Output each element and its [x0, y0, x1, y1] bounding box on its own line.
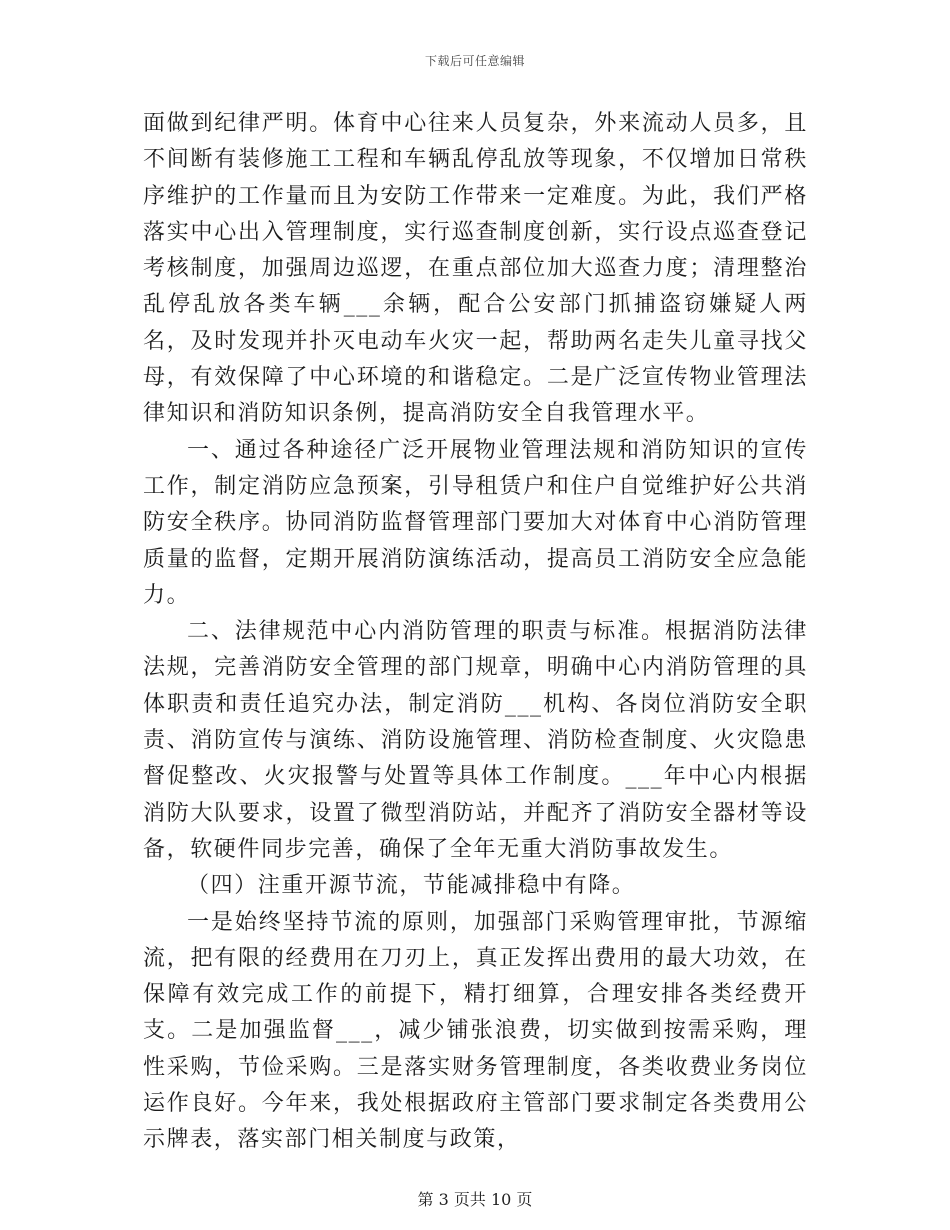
page-footer: 第 3 页共 10 页: [417, 1190, 533, 1209]
paragraph-2: 一、通过各种途径广泛开展物业管理法规和消防知识的宣传工作，制定消防应急预案，引导租赁户和住户自觉维护好公共消防安全秩序。协同消防监督管理部门要加大对体育中心消防管理质量的监督，定期开展消防演练活动，提高员工消防安全应急能力。: [143, 437, 808, 608]
section-heading: （四）注重开源节流，节能减排稳中有降。: [187, 873, 636, 899]
paragraph-3: 二、法律规范中心内消防管理的职责与标准。根据消防法律法规，完善消防安全管理的部门规章，明确中心内消防管理的具体职责和责任追究办法，制定消防___机构、各岗位消防安全职责、消防宣传与演练、消防设施管理、消防检查制度、火灾隐患督促整改、火灾报警与处置等具体工作制度。___年中心内根据消防大队要求，设置了微型消防站，并配齐了消防安全器材等设备，软硬件同步完善，确保了全年无重大消防事故发生。: [143, 619, 808, 862]
page-header: 下载后可任意编辑: [424, 54, 525, 68]
paragraph-5: 一是始终坚持节流的原则，加强部门采购管理审批，节源缩流，把有限的经费用在刀刃上，真正发挥出费用的最大功效，在保障有效完成工作的前提下，精打细算，合理安排各类经费开支。二是加强监督___，减少铺张浪费，切实做到按需采购，理性采购，节俭采购。三是落实财务管理制度，各类收费业务岗位运作良好。今年来，我处根据政府主管部门要求制定各类费用公示牌表，落实部门相关制度与政策，: [143, 909, 808, 1153]
paragraph-1: 面做到纪律严明。体育中心往来人员复杂，外来流动人员多，且不间断有装修施工工程和车辆乱停乱放等现象，不仅增加日常秩序维护的工作量而且为安防工作带来一定难度。为此，我们严格落实中心出入管理制度，实行巡查制度创新，实行设点巡查登记考核制度，加强周边巡逻，在重点部位加大巡查力度；清理整治乱停乱放各类车辆___余辆，配合公安部门抓捕盗窃嫌疑人两名，及时发现并扑灭电动车火灾一起，帮助两名走失儿童寻找父母，有效保障了中心环境的和谐稳定。二是广泛宣传物业管理法律知识和消防知识条例，提高消防安全自我管理水平。: [143, 111, 808, 427]
document-body: [143, 106, 808, 1159]
